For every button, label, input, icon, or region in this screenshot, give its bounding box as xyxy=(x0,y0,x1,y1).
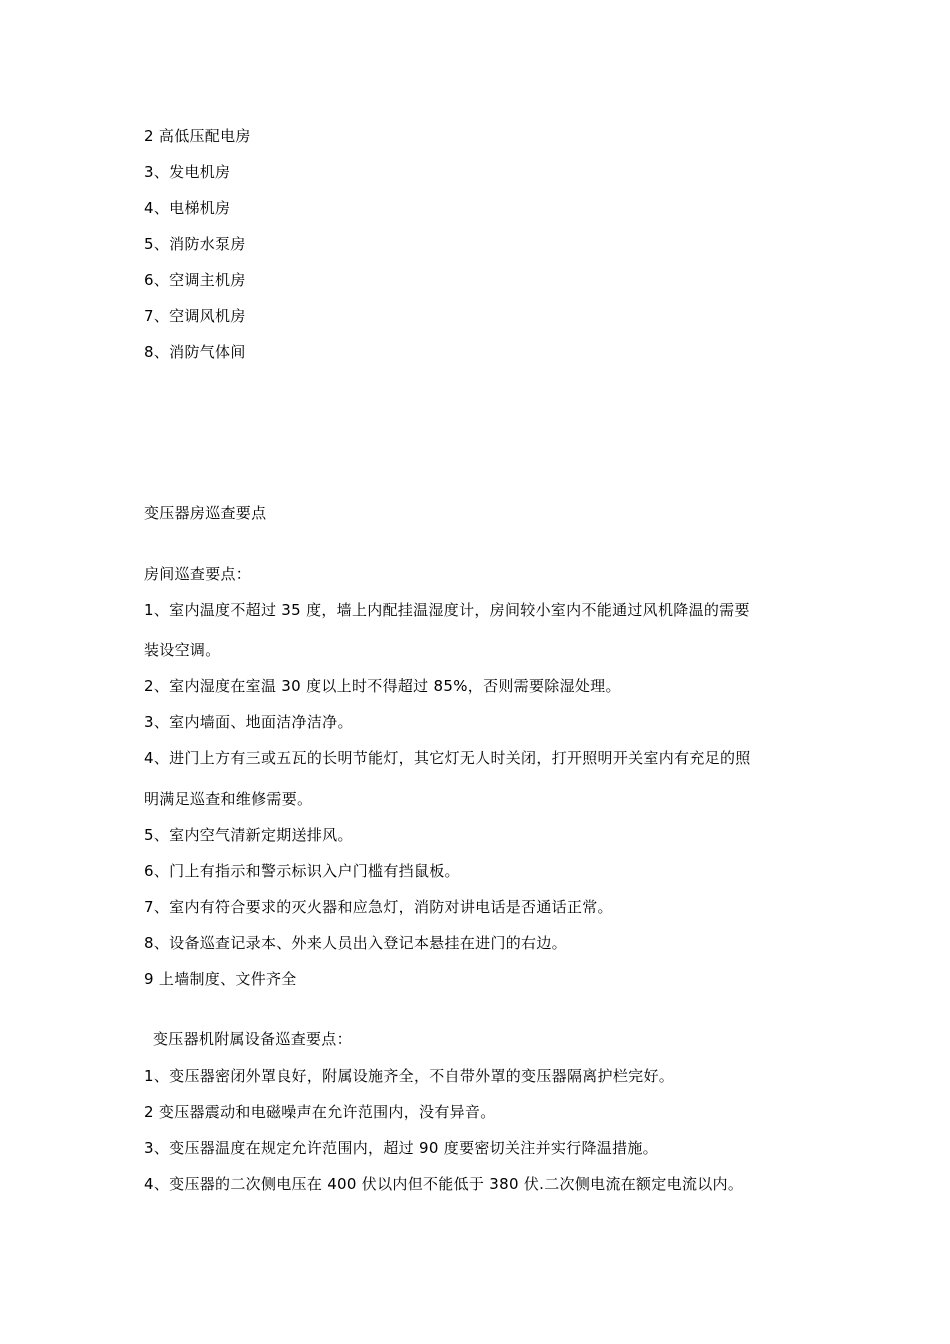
room-list-item: 5、消防水泵房 xyxy=(144,235,246,253)
room-check-item: 2、室内湿度在室温 30 度以上时不得超过 85%，否则需要除湿处理。 xyxy=(144,677,621,695)
room-check-item: 装设空调。 xyxy=(144,641,221,659)
room-list-item: 2 高低压配电房 xyxy=(144,127,251,145)
room-check-item: 1、室内温度不超过 35 度，墙上内配挂温湿度计，房间较小室内不能通过风机降温的需要 xyxy=(144,601,750,619)
room-check-item: 6、门上有指示和警示标识入户门槛有挡鼠板。 xyxy=(144,862,460,880)
room-list-item: 8、消防气体间 xyxy=(144,343,246,361)
room-check-item: 3、室内墙面、地面洁净洁净。 xyxy=(144,713,353,731)
equipment-check-item: 1、变压器密闭外罩良好，附属设施齐全，不自带外罩的变压器隔离护栏完好。 xyxy=(144,1067,675,1085)
equipment-check-item: 3、变压器温度在规定允许范围内，超过 90 度要密切关注并实行降温措施。 xyxy=(144,1139,658,1157)
equipment-check-heading: 变压器机附属设备巡查要点： xyxy=(153,1030,352,1048)
room-check-item: 9 上墙制度、文件齐全 xyxy=(144,970,297,988)
section-title: 变压器房巡查要点 xyxy=(144,504,267,522)
room-list-item: 6、空调主机房 xyxy=(144,271,246,289)
room-list-item: 4、电梯机房 xyxy=(144,199,231,217)
room-list-item: 7、空调风机房 xyxy=(144,307,246,325)
room-check-item: 5、室内空气清新定期送排风。 xyxy=(144,826,353,844)
room-check-item: 4、进门上方有三或五瓦的长明节能灯，其它灯无人时关闭，打开照明开关室内有充足的照 xyxy=(144,749,751,767)
equipment-check-item: 4、变压器的二次侧电压在 400 伏以内但不能低于 380 伏.二次侧电流在额定电流以内。 xyxy=(144,1175,744,1193)
room-check-item: 8、设备巡查记录本、外来人员出入登记本悬挂在进门的右边。 xyxy=(144,934,567,952)
equipment-check-item: 2 变压器震动和电磁噪声在允许范围内，没有异音。 xyxy=(144,1103,496,1121)
room-list-item: 3、发电机房 xyxy=(144,163,231,181)
room-check-item: 明满足巡查和维修需要。 xyxy=(144,790,313,808)
room-check-item: 7、室内有符合要求的灭火器和应急灯，消防对讲电话是否通话正常。 xyxy=(144,898,613,916)
room-check-heading: 房间巡查要点： xyxy=(144,565,252,583)
